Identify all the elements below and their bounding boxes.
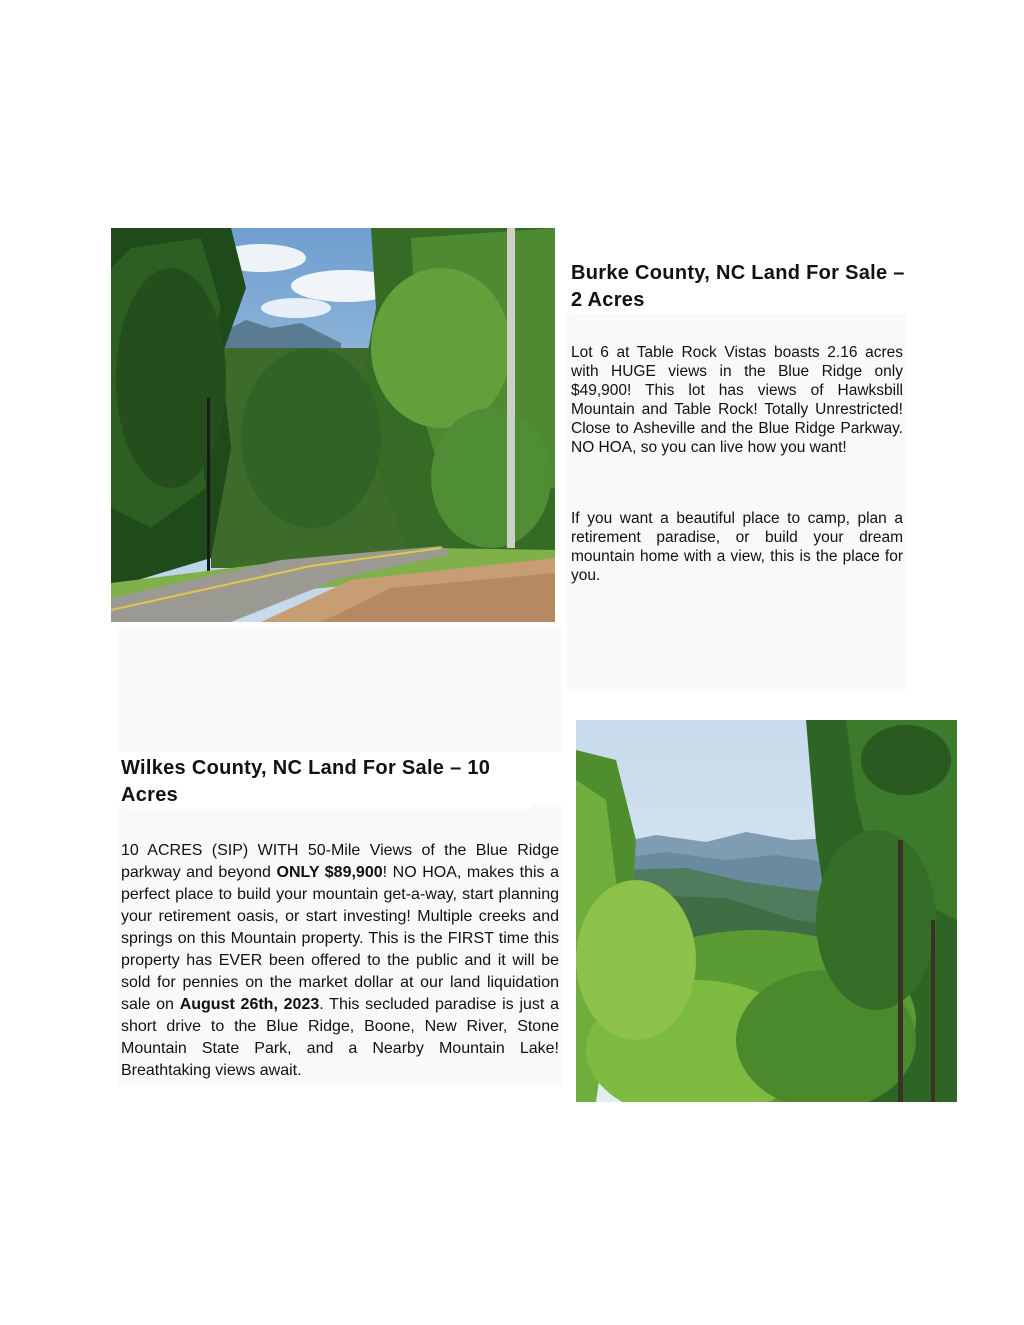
listing1-paragraph2: If you want a beautiful place to camp, plan a retirement paradise, or build your dream mountain home with a view, this is the place for you.: [571, 510, 903, 584]
listing2-title: Wilkes County, NC Land For Sale – 10 Acres: [121, 755, 531, 809]
mountain-vista-photo-icon: [576, 720, 957, 1102]
listing1-title: Burke County, NC Land For Sale – 2 Acres: [571, 260, 907, 314]
listing2-price: ONLY $89,900: [276, 864, 383, 881]
listing1-paragraph1: Lot 6 at Table Rock Vistas boasts 2.16 acres with HUGE views in the Blue Ridge only $49,900! This lot has views of Hawksbill Mountain and Table Rock! Totally Unrestricted! Close to Asheville and the Blue Ridge Parkway. NO HOA, so you can live how you want!: [571, 344, 903, 456]
listing2-text-b: ! NO HOA, makes this a perfect place to build your mountain get-a-way, start planning your retirement oasis, or start investing! Multiple creeks and springs on this Mountain property. This is the FIRST time this property has EVER been offered to the public and it will be sold for pennies on the market dollar at our land liquidation sale on: [121, 864, 560, 1013]
listing1-photo: [111, 228, 555, 622]
listing2-text-c: . This secluded paradise is just a short drive to the Blue Ridge, Boone, New River, Stone Mountain State Park, and a Nearby Mountain Lake! Breathtaking views await.: [121, 996, 560, 1079]
listing1-lower-panel: [118, 628, 562, 752]
country-road-forest-photo-icon: [111, 228, 555, 622]
listing2-sale-date: August 26th, 2023: [179, 996, 320, 1013]
listing2-description: [121, 840, 559, 1082]
listing2-photo: [576, 720, 957, 1102]
listing2-text-a: 10 ACRES (SIP) WITH 50-Mile Views of the Blue Ridge parkway and beyond: [121, 842, 559, 881]
